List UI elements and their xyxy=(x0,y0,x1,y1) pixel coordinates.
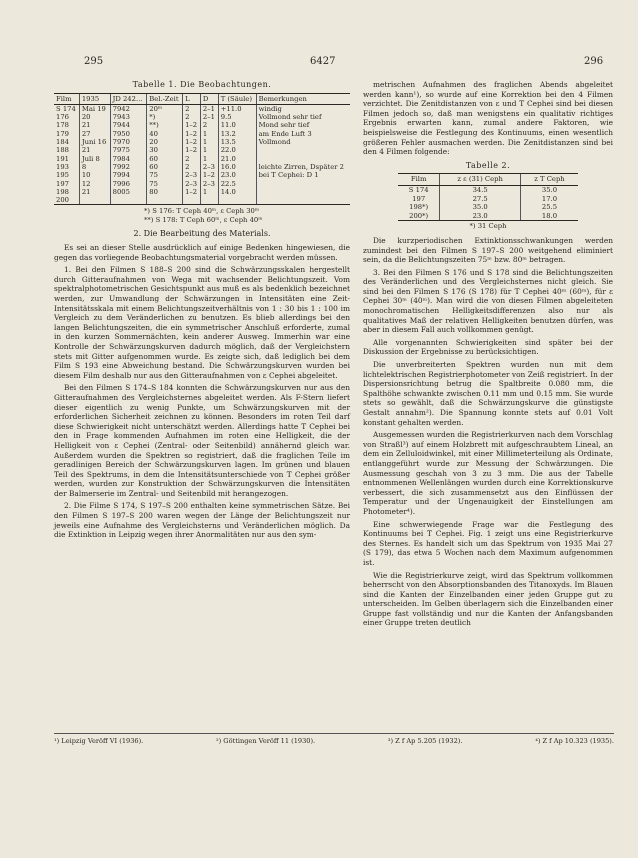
observation-row xyxy=(54,146,350,154)
table-cell: 13.2 xyxy=(218,130,256,138)
zenith-row xyxy=(398,185,578,194)
table-cell: 2–3 xyxy=(200,180,218,188)
paragraph: Alle vorgenannten Schwierigkeiten sind später bei der Diskussion der Ergebnisse zu berücksichtigen. xyxy=(363,337,613,357)
paragraph: 1. Bei den Filmen S 188–S 200 sind die Schwärzungsskalen hergestellt durch Gitteraufnahmen von Wega mit wachsender Belichtungszeit. Vom spektralphotometrischen Gesichtspunkt aus muß es als bedenklich bezeichnet werden, zur Umwandlung der Schwärzungen in Intensitäten eine Zeit-Intensitätsskala mit einem Belichtungszeitverhältnis von 1 : 30 bis 1 : 100 im Vergleich zu dem Veränderlichen zu benutzen. Es blieb allerdings bei den langen Belichtungszeiten, die ein symmetrischer Anschluß erforderte, zumal in den kurzen Sommernächten, kein anderer Ausweg. Immerhin war eine Kontrolle der Schwärzungskurven dadurch möglich, daß der Vergleichstern stets mit Gitter aufgenommen wurde. Es zeigte sich, daß lediglich bei dem Film S 193 eine Abweichung bestand. Die Schwärzungskurven wurden bei diesem Film deshalb nur aus den Gitteraufnahmen von ε Cephei abgeleitet. xyxy=(54,265,350,380)
table-cell: 1 xyxy=(200,155,218,163)
column-header: L xyxy=(183,93,201,104)
table-cell: 7942 xyxy=(110,104,147,113)
table-cell: 16.0 xyxy=(218,163,256,171)
table-cell: 198*) xyxy=(409,203,429,212)
table-cell: 1–2 xyxy=(183,138,201,146)
table-cell: 198 xyxy=(56,187,69,196)
table-cell: 7996 xyxy=(110,180,147,188)
table-cell: 200*) xyxy=(398,212,440,221)
table-cell: 7994 xyxy=(110,171,147,179)
footnote: ³) Z f Ap 5.205 (1932). xyxy=(387,737,463,745)
column-header: Film xyxy=(54,93,79,104)
column-header: D xyxy=(200,93,218,104)
table-cell: 2 xyxy=(183,155,201,163)
table-cell: 7943 xyxy=(110,113,147,121)
table-cell: 8005 xyxy=(110,188,147,196)
zenith-row xyxy=(398,203,578,212)
table-cell: +11.0 xyxy=(218,104,256,113)
table-cell: S 174 xyxy=(56,104,76,113)
table-cell xyxy=(256,146,350,154)
table-cell: *) xyxy=(147,113,183,121)
table-cell: 13.5 xyxy=(218,138,256,146)
table-cell: 27.5 xyxy=(440,195,521,204)
column-header: Bemerkungen xyxy=(256,93,350,104)
table-cell xyxy=(183,196,201,205)
column-header: T (Säule) xyxy=(218,93,256,104)
footnote: ¹) Leipzig Veröff VI (1936). xyxy=(54,737,144,745)
observation-row xyxy=(54,180,350,188)
table-cell: 188 xyxy=(56,146,69,155)
table-cell: 12 xyxy=(79,180,110,188)
column-header: Film xyxy=(398,174,440,186)
table-cell: windig xyxy=(256,104,350,113)
table-cell: 17.0 xyxy=(520,195,578,204)
table-cell: 21 xyxy=(79,146,110,154)
table-cell: Juli 8 xyxy=(79,155,110,163)
column-header: z ε (31) Ceph xyxy=(440,174,521,186)
table-cell: 18.0 xyxy=(520,212,578,221)
table-cell: 2–3 xyxy=(183,171,201,179)
table-cell: 1–2 xyxy=(200,171,218,179)
table-cell: Vollmond xyxy=(256,138,350,146)
table-cell: Juni 16 xyxy=(79,138,110,146)
table-cell: 8 xyxy=(79,163,110,171)
table-cell: 7984 xyxy=(110,155,147,163)
table-cell: am Ende Luft 3 xyxy=(256,130,350,138)
table-cell xyxy=(147,196,183,205)
table-cell: 7975 xyxy=(110,146,147,154)
table1-caption: Tabelle 1. Die Beobachtungen. xyxy=(132,80,272,89)
table-cell: 191 xyxy=(56,154,69,163)
paragraph: metrischen Aufnahmen des fraglichen Abends abgeleitet werden kann¹), so wurde auf eine Korrektion bei den 4 Filmen verzichtet. Die Zenitdistanzen von ε und T Cephei sind bei diesen Filmen jedoch so, daß man wenigstens ein qualitativ richtiges Ergebnis erwarten kann, zumal andere Faktoren, wie beispielsweise die Festlegung des Kontinuums, einen wesentlich größeren Fehler ausmachen werden. Die Zenitdistanzen sind bei den 4 Filmen folgende: xyxy=(363,80,613,157)
right-page-number: 296 xyxy=(584,56,604,67)
table-cell: 20 xyxy=(147,138,183,146)
table-cell: 60 xyxy=(147,155,183,163)
table-cell: 60 xyxy=(147,163,183,171)
table-cell: 193 xyxy=(56,162,69,171)
table-cell: 2–3 xyxy=(200,163,218,171)
table-cell: 2 xyxy=(200,121,218,129)
observations-table xyxy=(54,93,350,206)
table-cell: Vollmond sehr tief xyxy=(256,113,350,121)
footnote: ⁴) Z f Ap 10.323 (1935). xyxy=(535,737,614,745)
table-cell: Mond sehr tief xyxy=(256,121,350,129)
observation-row xyxy=(54,130,350,138)
observation-row xyxy=(54,104,350,113)
table-cell: Mai 19 xyxy=(79,104,110,113)
observation-row xyxy=(54,113,350,121)
paragraph: Bei den Filmen S 174–S 184 konnten die Schwärzungskurven nur aus den Gitteraufnahmen des Vergleichsternes abgeleitet werden. Als F-Stern liefert dieser eigentlich zu wenig Punkte, um Schwärzungskurven mit der erforderlichen Sicherheit zeichnen zu können. Besonders im roten Teil darf diese Schwierigkeit nicht unterschätzt werden. Allerdings hatte T Cephei bei den in Frage kommenden Aufnahmen im roten eine Helligkeit, die der Helligkeit von ε Cephei (Zentral- oder Seitenbild) annähernd gleich war. Außerdem wurden die Spektren so registriert, daß die fraglichen Teile im geradlinigen Bereich der Schwärzungskurven lagen. Im grünen und blauen Teil des Spektrums, in dem die Intensitätsunterschiede von T Cephei größer werden, wurden zur Konstruktion der Schwärzungskurven die Intensitäten der Balmerserie im Zentral- und Seitenbild mit herangezogen. xyxy=(54,383,350,498)
zenith-row xyxy=(398,212,578,221)
table-cell: 197 xyxy=(56,179,69,188)
table-cell: 11.0 xyxy=(218,121,256,129)
table-cell: 1 xyxy=(200,146,218,154)
paragraph: Es sei an dieser Stelle ausdrücklich auf einige Bedenken hingewiesen, die gegen das vorliegende Beobachtungsmaterial vorgebracht werden müssen. xyxy=(54,243,350,262)
paragraph: Die unverbreiterten Spektren wurden nun mit dem lichtelektrischen Registrierphotometer von Zeiß registriert. In der Dispersionsrichtung betrug die Spaltbreite 0.080 mm, die Spalthöhe schwankte zwischen 0.11 mm und 0.15 mm. Sie wurde stets so gewählt, daß die Schwärzungskurve die günstigste Gestalt annahm²). Die Spannung konnte stets auf 0.01 Volt konstant gehalten werden. xyxy=(363,360,613,427)
table-cell: 20ᵐ xyxy=(147,104,183,113)
table-cell: 21 xyxy=(79,121,110,129)
table-cell: 7992 xyxy=(110,163,147,171)
table-cell: 14.0 xyxy=(218,188,256,196)
table-cell: 35.0 xyxy=(440,203,521,212)
table-cell xyxy=(79,196,110,205)
table-cell: 1–2 xyxy=(183,130,201,138)
table-cell: 176 xyxy=(56,113,69,122)
table-cell: leichte Zirren, Dspäter 2 xyxy=(256,163,350,171)
table-cell: 35.0 xyxy=(520,185,578,194)
table-cell: 40 xyxy=(147,130,183,138)
table-cell xyxy=(110,196,147,205)
table-cell: 1–2 xyxy=(183,121,201,129)
observation-row xyxy=(54,163,350,171)
table-cell: 200 xyxy=(54,196,79,205)
observation-row xyxy=(54,188,350,196)
table-cell: 34.5 xyxy=(440,185,521,194)
table-note: *) S 176: T Ceph 40ᵐ, ε Ceph 30ᵐ xyxy=(144,207,260,216)
table-cell: 1 xyxy=(200,130,218,138)
observation-row xyxy=(54,171,350,179)
paragraph: Die kurzperiodischen Extinktionsschwankungen werden zumindest bei den Filmen S 197–S 200 weitgehend eliminiert sein, da die Belichtungszeiten 75ᵐ bzw. 80ᵐ betragen. xyxy=(363,235,613,265)
column-header: JD 242… xyxy=(110,93,147,104)
table-cell: 1–2 xyxy=(183,146,201,154)
table-cell: 20 xyxy=(79,113,110,121)
table-cell: 2 xyxy=(183,163,201,171)
paragraph: 3. Bei den Filmen S 176 und S 178 sind die Belichtungszeiten des Veränderlichen und des Vergleichsternes nicht gleich. Sie sind bei den Filmen S 176 (S 178) für T Cephei 40ᵐ (60ᵐ), für ε Cephei 30ᵐ (40ᵐ). Man wird die von diesen Filmen abgeleiteten monochromatischen Helligkeitsdifferenzen also nur als qualitatives Maß der relativen Helligkeiten benutzen dürfen, was aber in diesem Fall auch vollkommen genügt. xyxy=(363,267,613,335)
table-cell: 195 xyxy=(56,171,69,180)
table-cell: 22.5 xyxy=(218,180,256,188)
table-cell: 2–1 xyxy=(200,104,218,113)
table-cell: 7970 xyxy=(110,138,147,146)
paragraph: Wie die Registrierkurve zeigt, wird das Spektrum vollkommen beherrscht von den Absorptionsbanden des Titanoxyds. Im Blauen sind die Kanten der Einzelbanden einer jeden Gruppe gut zu unterscheiden. Im Gelben überlagern sich die Einzelbanden einer Gruppe fast vollständig und nur die Kanten der Anfangsbanden einer Gruppe treten deutlich xyxy=(363,570,613,628)
zenith-row xyxy=(398,195,578,204)
left-column xyxy=(54,76,350,543)
table-note: **) S 178: T Ceph 60ᵐ, ε Ceph 40ᵐ xyxy=(144,215,263,224)
right-body-text-top xyxy=(363,80,613,157)
table-cell: 178 xyxy=(56,121,69,130)
table-cell: 2–3 xyxy=(183,180,201,188)
table-cell: bei T Cephei: D 1 xyxy=(256,171,350,179)
table-cell: 2 xyxy=(183,104,201,113)
table-cell xyxy=(256,155,350,163)
column-header: z T Ceph xyxy=(520,174,578,186)
footnote: ²) Göttingen Veröff 11 (1930). xyxy=(216,737,316,745)
table-cell: 2–1 xyxy=(200,113,218,121)
column-header: Bel.-Zeit xyxy=(147,93,183,104)
paragraph: Eine schwerwiegende Frage war die Festlegung des Kontinuums bei T Cephei. Fig. 1 zeigt uns eine Registrierkurve des Sternes. Es handelt sich um das Spektrum von 1935 Mai 27 (S 179), das etwa 5 Wochen nach dem Maximum aufgenommen ist. xyxy=(363,519,613,567)
section-title: 2. Die Bearbeitung des Materials. xyxy=(133,229,271,239)
table-cell xyxy=(256,196,350,205)
table-cell: 30 xyxy=(147,146,183,154)
table2-caption: Tabelle 2. xyxy=(465,160,511,170)
table-cell: 80 xyxy=(147,188,183,196)
table-cell: 75 xyxy=(147,180,183,188)
journal-number: 6427 xyxy=(310,56,336,67)
table-cell: S 174 xyxy=(408,185,429,194)
table-cell: 197 xyxy=(412,194,426,203)
left-body-text xyxy=(54,243,350,540)
column-header: 1935 xyxy=(79,93,110,104)
table-cell: 75 xyxy=(147,171,183,179)
table-cell: 184 xyxy=(56,138,69,147)
right-column xyxy=(363,80,613,631)
table-cell: 25.5 xyxy=(520,203,578,212)
table-cell: 9.5 xyxy=(218,113,256,121)
footnotes xyxy=(54,733,614,745)
table-cell: 23.0 xyxy=(440,212,521,221)
table-cell: 23.0 xyxy=(218,171,256,179)
table-cell: 2 xyxy=(183,113,201,121)
observation-row xyxy=(54,196,350,205)
table-cell xyxy=(256,180,350,188)
left-page-number: 295 xyxy=(84,56,104,67)
table-cell: 21 xyxy=(79,188,110,196)
table-cell: 179 xyxy=(56,129,69,138)
table-cell: 7944 xyxy=(110,121,147,129)
table-cell: 27 xyxy=(79,130,110,138)
observation-row xyxy=(54,121,350,129)
table-cell: 1–2 xyxy=(183,188,201,196)
table2-note: *) 31 Ceph xyxy=(469,222,507,231)
paragraph: 2. Die Filme S 174, S 197–S 200 enthalten keine symmetrischen Sätze. Bei den Filmen S 197–S 200 waren wegen der Länge der Belichtungszeit nur jeweils eine Aufnahme des Vergleichsterns und Veränderlichen möglich. Da die Extinktion in Leipzig wegen ihrer Anormalitäten nur aus den sym- xyxy=(54,501,350,540)
table-cell: 22.0 xyxy=(218,146,256,154)
table-cell xyxy=(218,196,256,205)
paragraph: Ausgemessen wurden die Registrierkurven nach dem Vorschlag von Straßl³) auf einem Holzbrett mit aufgeschraubtem Lineal, an dem ein Zelluloidwinkel, mit einer Millimeterteilung als Ordinate, entlanggeführt wurde zur Messung der Schwärzungen. Die Ausmessung geschah von 3 zu 3 mm. Die aus der Tabelle entnommenen Wellenlängen wurden durch eine Korrektionskurve verbessert, die sich zusammensetzt aus den Einflüssen der Temperatur und der Ungenauigkeit der Einstellungen am Photometer⁴). xyxy=(363,430,613,516)
table-cell: 21.0 xyxy=(218,155,256,163)
right-body-text xyxy=(363,236,613,628)
zenith-distance-table xyxy=(398,173,578,221)
table-cell: 1 xyxy=(200,188,218,196)
observation-row xyxy=(54,155,350,163)
table-cell: 1 xyxy=(200,138,218,146)
table-cell xyxy=(256,188,350,196)
table1-notes xyxy=(144,207,350,224)
table-cell: 10 xyxy=(79,171,110,179)
table-cell xyxy=(200,196,218,205)
observation-row xyxy=(54,138,350,146)
table-cell: 7950 xyxy=(110,130,147,138)
table-cell: **) xyxy=(147,121,183,129)
